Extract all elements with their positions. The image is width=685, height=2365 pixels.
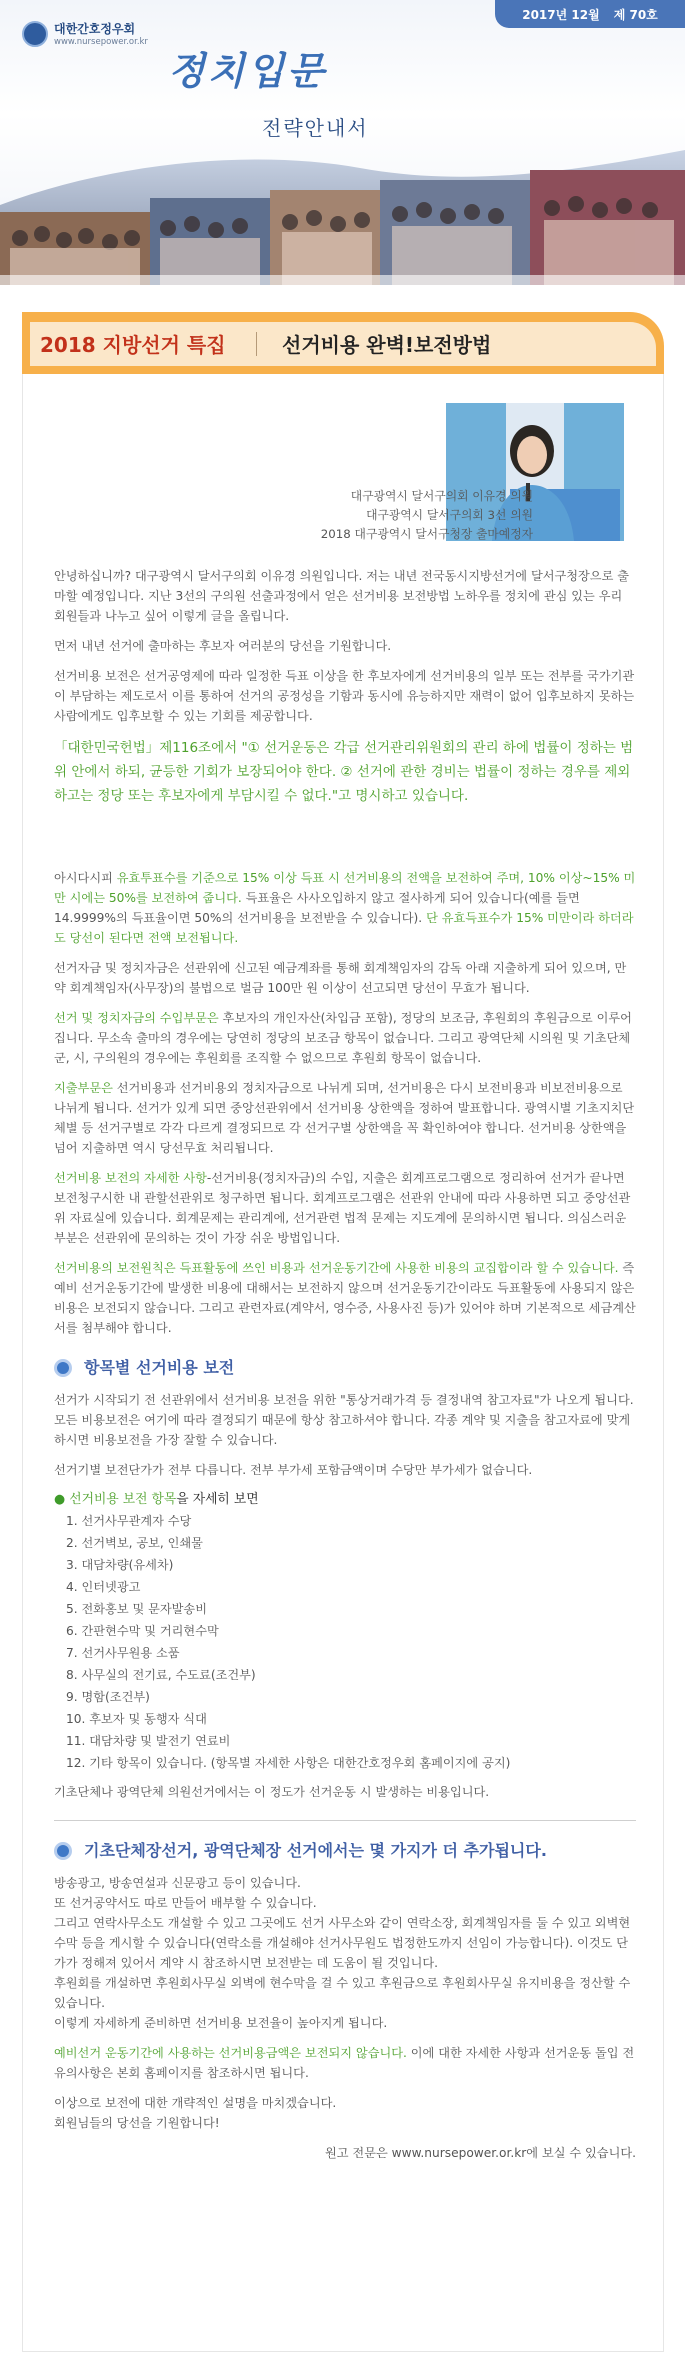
paragraph-income bbox=[54, 1008, 636, 1068]
paragraph-expense bbox=[54, 1078, 636, 1158]
list-item: 8. 사무실의 전기료, 수도료(조건부) bbox=[66, 1668, 256, 1682]
list-item: 1. 선거사무관계자 수당 bbox=[66, 1514, 192, 1528]
section-items-heading bbox=[54, 1358, 636, 1378]
list-item: 5. 전화홍보 및 문자발송비 bbox=[66, 1602, 207, 1616]
reimbursable-item-list bbox=[54, 1510, 636, 1774]
paragraph-principle-lead: 선거비용의 보전원칙은 득표활동에 쓰인 비용과 선거운동기간에 사용한 비용의 교집합이라 할 수 있습니다. bbox=[54, 1261, 619, 1275]
list-item: 11. 대담차량 및 발전기 연료비 bbox=[66, 1734, 231, 1748]
paragraph-principle bbox=[54, 1258, 636, 1338]
paragraph-threshold-detail: 득표율은 사사오입하지 않고 절사하게 되어 있습니다(예를 들면 14.9999%의 득표율이면 50%의 선거비용을 보전받을 수 있습니다). bbox=[54, 891, 580, 925]
article-body bbox=[54, 566, 636, 2163]
item-list-heading-key: 선거비용 보전 항목 bbox=[69, 1492, 177, 1507]
masthead bbox=[0, 0, 685, 285]
paragraph-intro: 선거비용 보전은 선거공영제에 따라 일정한 득표 이상을 한 후보자에게 선거비용의 일부 또는 전부를 국가기관이 부담하는 제도로서 이를 통하여 선거의 공정성을 기함과 동시에 유능하지만 재력이 없어 입후보하지 못하는 사람에게도 입후보할 수 있는 기회를 제공합니다. bbox=[54, 669, 635, 723]
paragraph-expense-lead: 지출부문은 bbox=[54, 1081, 113, 1095]
closing-note: 원고 전문은 www.nursepower.or.kr에 보실 수 있습니다. bbox=[325, 2146, 636, 2160]
author-line-3: 2018 대구광역시 달서구청장 출마예정자 bbox=[320, 527, 533, 541]
paragraph-account: 선거자금 및 정치자금은 선관위에 신고된 예금계좌를 통해 회계책임자의 감독 아래 지출하게 되어 있으며, 만약 회계책임자(사무장)의 불법으로 벌금 100만 원 이상이 선고되면 당선이 무효가 됩니다. bbox=[54, 961, 627, 995]
section-extra-line-2: 또 선거공약서도 따로 만들어 배부할 수 있습니다. bbox=[54, 1896, 317, 1910]
paragraph-details bbox=[54, 1168, 636, 1248]
section-extra-line-5: 이렇게 자세하게 준비하면 선거비용 보전율이 높아지게 됩니다. bbox=[54, 2016, 388, 2030]
section-items-paragraph-1: 선거가 시작되기 전 선관위에서 선거비용 보전을 위한 "통상거래가격 등 결정내역 참고자료"가 나오게 됩니다. 모든 비용보전은 여기에 따라 결정되기 때문에 항상 참고하셔야 합니다. 각종 계약 및 지출을 참고자료에 맞게 하시면 비용보전을 가장 잘할 수 있습니다. bbox=[54, 1393, 634, 1447]
header-photo-collage bbox=[0, 150, 685, 285]
section-items-paragraph-3: 기초단체나 광역단체 의원선거에서는 이 정도가 선거운동 시 발생하는 비용입니다. bbox=[54, 1785, 490, 1799]
paragraph-details-body: -선거비용(정치자금)의 수입, 지출은 회계프로그램으로 정리하여 선거가 끝나면 보전청구시한 내 관할선관위로 청구하면 됩니다. 회계프로그램은 선관위 안내에 따라 사용하면 되고 중앙선관위 자료실에 있습니다. 회계문제는 관리계에, 선거관련 법적 문제는 지도계에 문의하시면 됩니다. 의심스러운 부분은 선관위에 문의하는 것이 가장 쉬운 방법입니다. bbox=[54, 1171, 631, 1245]
paragraph-wish: 먼저 내년 선거에 출마하는 후보자 여러분의 당선을 기원합니다. bbox=[54, 639, 392, 653]
green-dot-icon: ● bbox=[54, 1492, 66, 1507]
banner-label: 2018 지방선거 특집 bbox=[40, 333, 226, 357]
photo-collage-graphic bbox=[0, 150, 685, 285]
section-extra-warning-lead: 예비선거 운동기간에 사용하는 선거비용금액은 보전되지 않습니다. bbox=[54, 2046, 407, 2060]
org-name: 대한간호정우회 bbox=[54, 22, 136, 36]
paragraph-details-lead: 선거비용 보전의 자세한 사항 bbox=[54, 1171, 207, 1185]
list-item: 12. 기타 항목이 있습니다. (항목별 자세한 사항은 대한간호정우회 홈페이지에 공지) bbox=[66, 1756, 511, 1770]
section-extra-line-3: 그리고 연락사무소도 개설할 수 있고 그곳에도 선거 사무소와 같이 연락소장, 회계책임자를 둘 수 있고 외벽현수막 등을 게시할 수 있습니다(연락소를 개설해야 선거사무원도 법정한도까지 선임이 가능합니다). 이것도 단가가 정해져 있어서 계약 시 참조하시면 보전받는 데 도움이 될 것입니다. bbox=[54, 1916, 631, 1970]
section-extra-warning-body: 이에 대한 자세한 사항과 선거운동 돌입 전 유의사항은 본회 홈페이지를 참조하시면 됩니다. bbox=[54, 2046, 635, 2080]
list-item: 3. 대담차량(유세차) bbox=[66, 1558, 174, 1572]
org-emblem-icon bbox=[22, 21, 48, 47]
paragraph-expense-body: 선거비용과 선거비용외 정치자금으로 나뉘게 되며, 선거비용은 다시 보전비용과 비보전비용으로 나뉘게 됩니다. 선거가 있게 되면 중앙선관위에서 선거비용 상한액을 정하여 발표합니다. 광역시별 기초지치단체별 등 선거구별로 각각 다르게 결정되므로 각 선거구별 상한액을 꼭 확인하여야 합니다. 선거비용 상한액을 넘어 지출하면 역시 당선무효 처리됩니다. bbox=[54, 1081, 635, 1155]
paragraph-threshold bbox=[54, 868, 636, 948]
banner-title: 선거비용 완벽!보전방법 bbox=[282, 333, 492, 357]
section-extra-line-8: 회원님들의 당선을 기원합니다! bbox=[54, 2116, 220, 2130]
org-logo[interactable] bbox=[22, 20, 148, 47]
section-bullet-icon bbox=[54, 1359, 72, 1377]
list-item: 4. 인터넷광고 bbox=[66, 1580, 141, 1594]
feature-banner bbox=[22, 312, 664, 374]
list-item: 9. 명함(조건부) bbox=[66, 1690, 150, 1704]
issue-number: 제 70호 bbox=[613, 7, 658, 22]
section-extra-heading bbox=[54, 1841, 636, 1861]
paragraph-income-lead: 선거 및 정치자금의 수입부문은 bbox=[54, 1011, 219, 1025]
section-extra-line-7: 이상으로 보전에 대한 개략적인 설명을 마치겠습니다. bbox=[54, 2096, 337, 2110]
issue-badge bbox=[495, 0, 685, 28]
paragraph-threshold-note: 단 유효득표수가 15% 미만이라 하더라도 당선이 된다면 전액 보전됩니다. bbox=[54, 911, 634, 945]
author-line-1: 대구광역시 달서구의회 이유경 의원 bbox=[350, 489, 533, 503]
banner-separator bbox=[256, 332, 257, 356]
issue-date: 2017년 12월 bbox=[522, 7, 600, 22]
banner-inner bbox=[30, 322, 656, 366]
section-items-title: 항목별 선거비용 보전 bbox=[84, 1358, 235, 1377]
paragraph-threshold-lead: 아시다시피 bbox=[54, 871, 117, 885]
section-bullet-icon bbox=[54, 1842, 72, 1860]
list-item: 2. 선거벽보, 공보, 인쇄물 bbox=[66, 1536, 203, 1550]
item-list-heading bbox=[54, 1490, 636, 1510]
newsletter-title: 정치입문 bbox=[168, 48, 327, 93]
paragraph-income-body: 후보자의 개인자산(차입금 포함), 정당의 보조금, 후원회의 후원금으로 이루어집니다. 무소속 출마의 경우에는 당연히 정당의 보조금 항목이 없습니다. 그리고 광역단체 시의원 및 기초단체 군, 시, 구의원의 경우에는 후원회를 조직할 수 없으므로 후원회 항목이 없습니다. bbox=[54, 1011, 632, 1065]
newsletter-subtitle: 전략안내서 bbox=[262, 116, 369, 140]
section-extra-warning bbox=[54, 2043, 636, 2083]
item-list-heading-rest: 을 자세히 보면 bbox=[176, 1492, 259, 1507]
list-item: 7. 선거사무원용 소품 bbox=[66, 1646, 180, 1660]
paragraph-threshold-rule: 유효투표수를 기준으로 15% 이상 득표 시 선거비용의 전액을 보전하여 주며, 10% 이상~15% 미만 시에는 50%를 보전하여 줍니다. bbox=[54, 871, 636, 905]
constitution-quote: 「대한민국헌법」제116조에서 "① 선거운동은 각급 선거관리위원회의 관리 하에 법률이 정하는 범위 안에서 하되, 균등한 기회가 보장되어야 한다. ② 선거에 관한 경비는 법률이 정하는 경우를 제외하고는 정당 또는 후보자에게 부담시킬 수 없다."고 명시하고 있습니다. bbox=[54, 740, 634, 804]
section-items-paragraph-2: 선거기별 보전단가가 전부 다릅니다. 전부 부가세 포함금액이며 수당만 부가세가 없습니다. bbox=[54, 1463, 533, 1477]
section-extra-title: 기초단체장선거, 광역단체장 선거에서는 몇 가지가 더 추가됩니다. bbox=[84, 1841, 547, 1860]
section-divider bbox=[54, 1820, 636, 1821]
author-line-2: 대구광역시 달서구의회 3선 의원 bbox=[366, 508, 533, 522]
org-url: www.nursepower.or.kr bbox=[54, 37, 148, 47]
section-extra-line-4: 후원회를 개설하면 후원회사무실 외벽에 현수막을 걸 수 있고 후원금으로 후원회사무실 유지비용을 정산할 수 있습니다. bbox=[54, 1976, 631, 2010]
list-item: 10. 후보자 및 동행자 식대 bbox=[66, 1712, 207, 1726]
paragraph-principle-body: 즉 예비 선거운동기간에 발생한 비용에 대해서는 보전하지 않으며 선거운동기간이라도 득표활동에 사용되지 않은 비용은 보전되지 않습니다. 그리고 관련자료(계약서, 영수증, 사용사진 등)가 있어야 하며 기본적으로 세금계산서를 첨부해야 합니다. bbox=[54, 1261, 636, 1335]
author-byline bbox=[233, 487, 533, 544]
section-extra-line-1: 방송광고, 방송연설과 신문광고 등이 있습니다. bbox=[54, 1876, 301, 1890]
list-item: 6. 간판현수막 및 거리현수막 bbox=[66, 1624, 219, 1638]
paragraph-greeting: 안녕하십니까? 대구광역시 달서구의회 이유경 의원입니다. 저는 내년 전국동시지방선거에 달서구청장으로 출마할 예정입니다. 지난 3선의 구의원 선출과정에서 얻은 선거비용 보전방법 노하우를 정치에 관심 있는 우리 회원들과 나누고 싶어 이렇게 글을 올립니다. bbox=[54, 569, 629, 623]
org-logo-text bbox=[54, 20, 148, 47]
